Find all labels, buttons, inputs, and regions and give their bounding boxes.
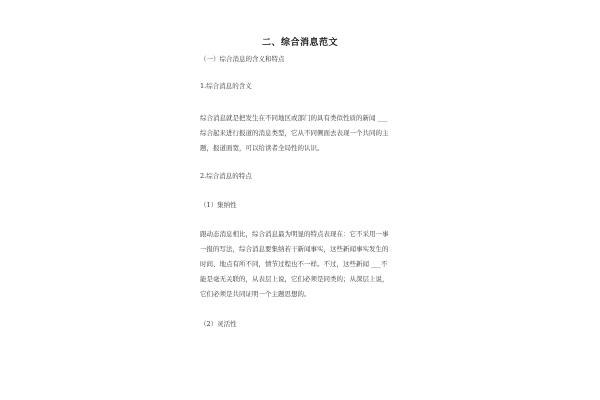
paragraph-line: 一报的写法，综合消息要集纳若干新闻事实，这些新闻事实发生的	[200, 245, 389, 253]
document-title: 二、综合消息范文	[261, 38, 338, 48]
subheading-aggregation: （1）集纳性	[200, 201, 237, 209]
heading-definition: 1.综合消息的含义	[200, 82, 252, 90]
paragraph-aggregation	[200, 227, 412, 302]
section-subtitle: （一）综合消息的含义和特点	[200, 55, 285, 63]
subheading-flexibility: （2）灵活性	[200, 320, 237, 328]
heading-characteristics: 2.综合消息的特点	[200, 172, 252, 180]
paragraph-line: 综合消息就是把发生在不同地区或部门的具有类似性质的新闻 ___	[200, 114, 388, 122]
paragraph-line: 跟动态消息相比，综合消息最为明显的特点表现在：它不采用一事	[200, 230, 389, 238]
paragraph-definition	[200, 111, 412, 156]
paragraph-line: 题，报道面宽，可以给读者全局性的认识。	[200, 144, 324, 152]
paragraph-line: 它们必须是共同证明一个主题思想的。	[200, 290, 311, 298]
paragraph-line: 综合起来进行报道的消息类型，它从不同侧面去表现一个共同的主	[200, 129, 389, 137]
paragraph-line: 能是毫无关联的，从表层上说，它们必须是同类的；从深层上说，	[200, 275, 389, 283]
paragraph-line: 时间、地点有所不同，情节过程也不一样。不过，这些新闻 ___不	[200, 260, 388, 268]
